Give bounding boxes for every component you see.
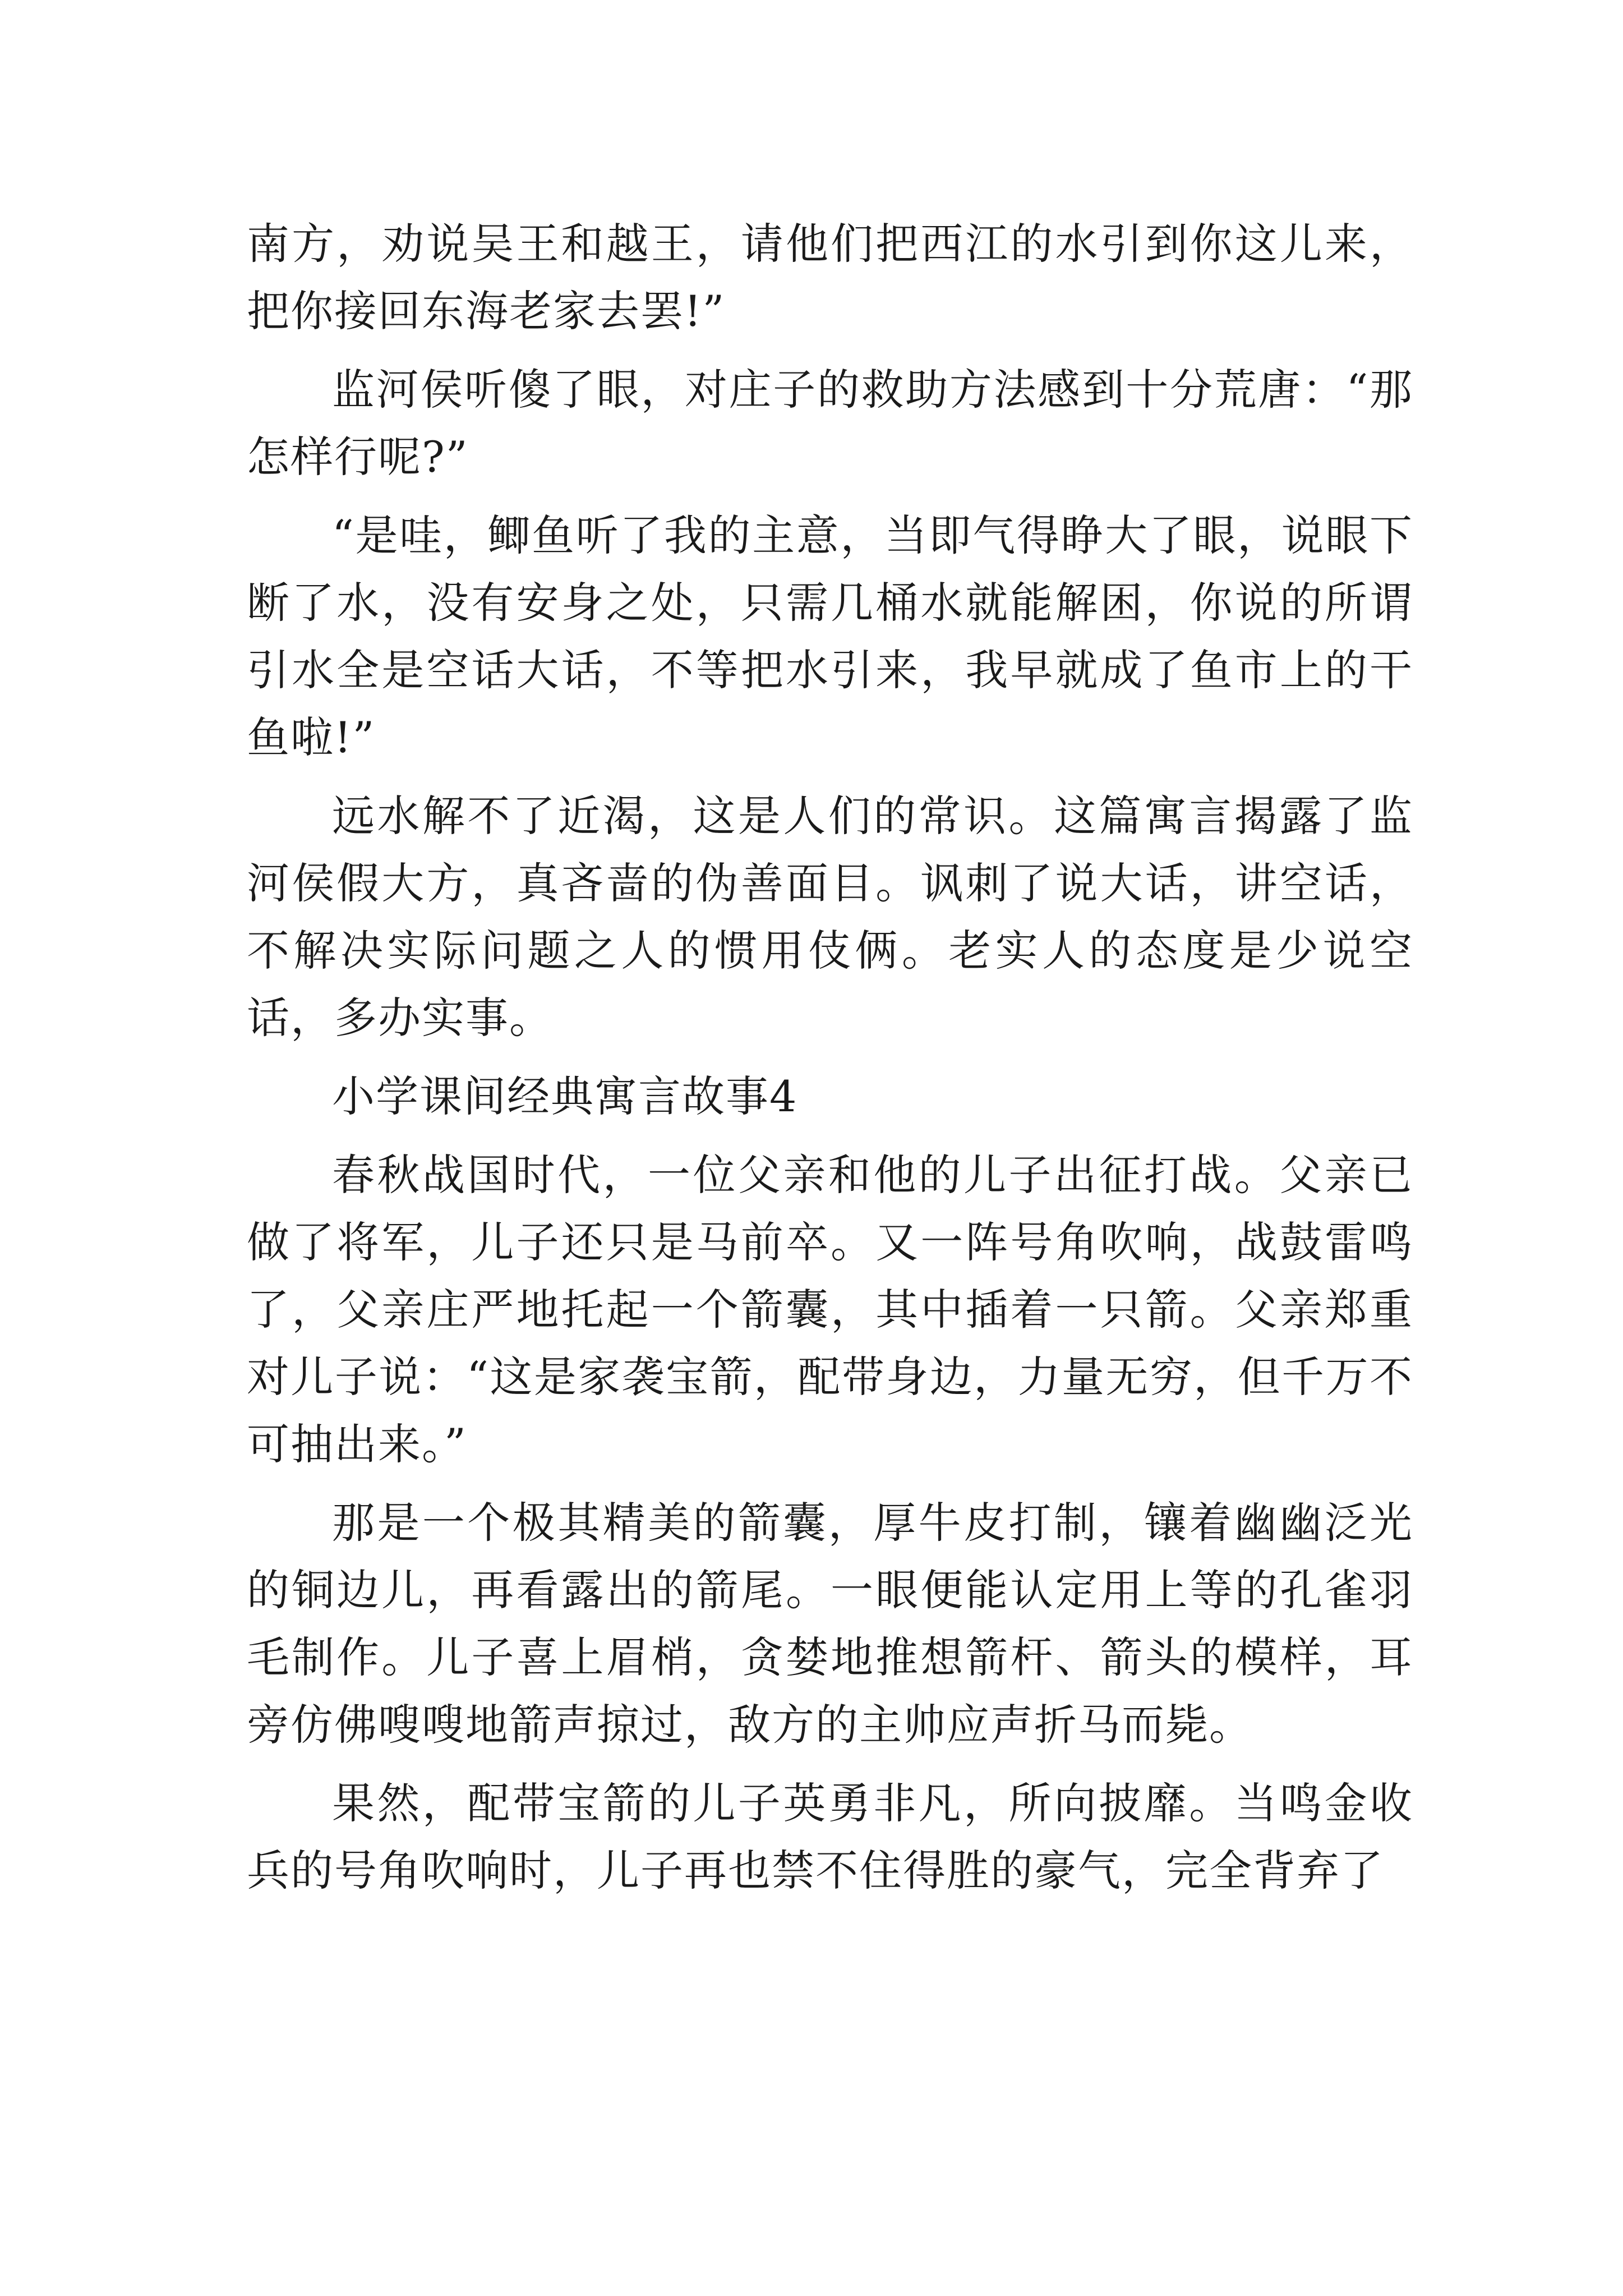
paragraph-1: 南方，劝说吴王和越王，请他们把西江的水引到你这儿来，把你接回东海老家去罢!”	[247, 219, 1413, 336]
paragraph-2: 监河侯听傻了眼，对庄子的救助方法感到十分荒唐：“那怎样行呢?”	[247, 365, 1413, 482]
section-heading: 小学课间经典寓言故事4	[332, 1071, 798, 1121]
document-body	[247, 210, 1413, 1916]
paragraph-6: 那是一个极其精美的箭囊，厚牛皮打制，镶着幽幽泛光的铜边儿，再看露出的箭尾。一眼便能认定用上等的孔雀羽毛制作。儿子喜上眉梢，贪婪地推想箭杆、箭头的模样，耳旁仿佛嗖嗖地箭声掠过，敌方的主帅应声折马而毙。	[247, 1498, 1413, 1750]
paragraph-4: 远水解不了近渴，这是人们的常识。这篇寓言揭露了监河侯假大方，真吝啬的伪善面目。讽刺了说大话，讲空话，不解决实际问题之人的惯用伎俩。老实人的态度是少说空话，多办实事。	[247, 791, 1413, 1043]
paragraph-7: 果然，配带宝箭的儿子英勇非凡，所向披靡。当鸣金收兵的号角吹响时，儿子再也禁不住得胜的豪气，完全背弃了	[247, 1778, 1413, 1895]
paragraph-5: 春秋战国时代，一位父亲和他的儿子出征打战。父亲已做了将军，儿子还只是马前卒。又一阵号角吹响，战鼓雷鸣了，父亲庄严地托起一个箭囊，其中插着一只箭。父亲郑重对儿子说：“这是家袭宝箭，配带身边，力量无穷，但千万不可抽出来。”	[247, 1150, 1413, 1469]
paragraph-3: “是哇，鲫鱼听了我的主意，当即气得睁大了眼，说眼下断了水，没有安身之处，只需几桶水就能解困，你说的所谓引水全是空话大话，不等把水引来，我早就成了鱼市上的干鱼啦!”	[247, 510, 1413, 762]
